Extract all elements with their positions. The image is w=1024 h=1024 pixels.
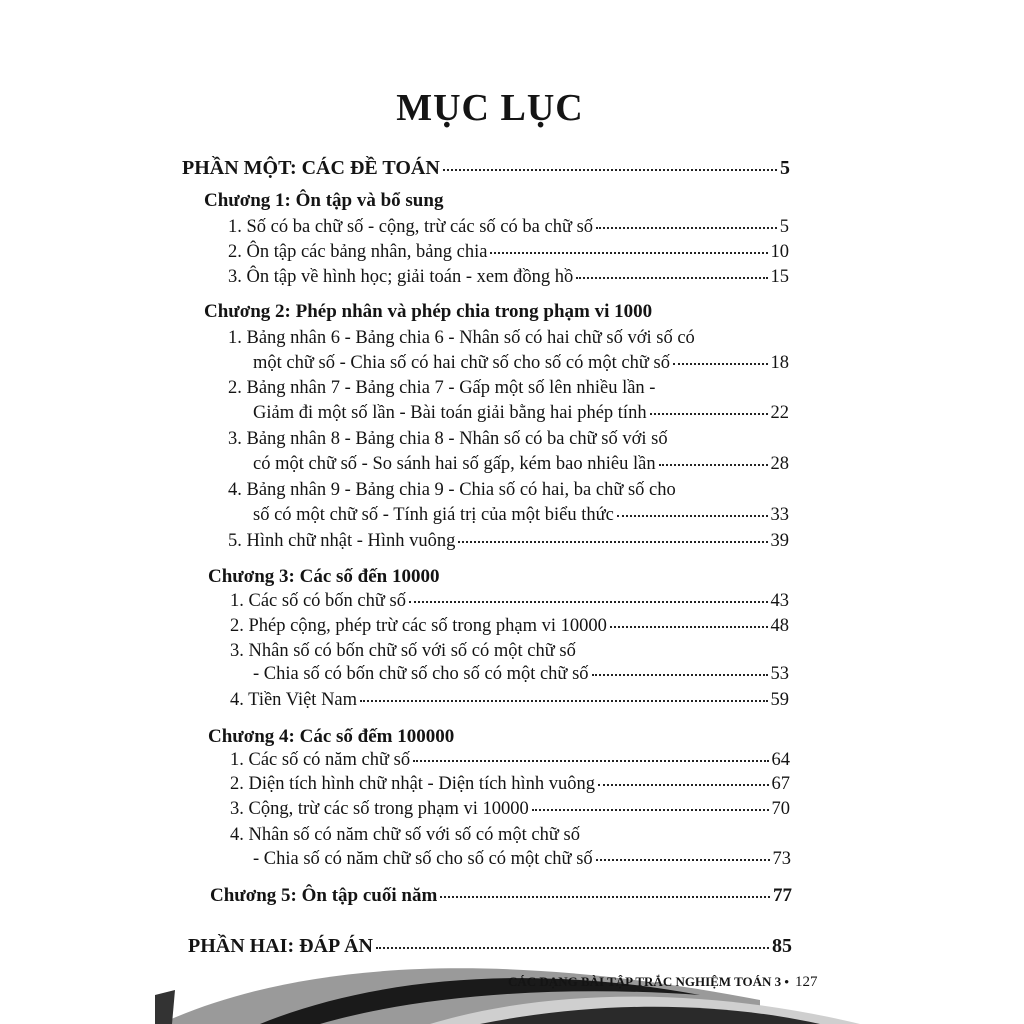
toc-entry [253,847,791,871]
toc-entry-text: có một chữ số - So sánh hai số gấp, kém bao nhiêu lần [253,454,656,474]
toc-entry [230,797,790,821]
dot-leader [650,412,768,415]
toc-entry-text: 3. Cộng, trừ các số trong phạm vi 10000 [230,799,529,819]
toc-part-one [182,156,790,180]
toc-entry-text: 4. Tiền Việt Nam [230,690,358,710]
dot-leader [458,540,767,543]
toc-entry [228,265,789,289]
dot-leader [576,276,767,279]
toc-page-number: 70 [771,799,790,819]
page-footer [508,974,817,991]
toc-entry-text: 1. Số có ba chữ số - cộng, trừ các số có ba chữ số [228,217,594,237]
toc-page-number: 85 [772,935,792,957]
toc-entry [228,240,789,264]
toc-entry-text: 3. Ôn tập về hình học; giải toán - xem đồng hồ [228,267,574,287]
toc-page-number: 15 [770,267,789,287]
toc-page-number: 48 [770,616,789,636]
toc-page-number: 5 [779,217,789,237]
toc-page-number: 39 [770,531,789,551]
chapter-4-title: Chương 4: Các số đếm 100000 [208,726,455,747]
dot-leader [592,673,768,676]
toc-page-number: 43 [770,591,789,611]
toc-page-number: 28 [770,454,789,474]
toc-entry [230,688,789,712]
dot-leader [598,783,768,786]
toc-page-number: 53 [770,664,789,684]
toc-entry [228,215,789,239]
chapter-5-title: Chương 5: Ôn tập cuối năm [210,885,438,906]
dot-leader [610,625,768,628]
toc-chapter-5 [210,884,792,908]
toc-entry-line1: 4. Nhân số có năm chữ số với số có một chữ số [230,825,580,845]
dot-leader [673,362,768,365]
toc-entry-text: - Chia số có năm chữ số cho số có một chữ số [253,849,593,869]
toc-page-number: 73 [772,849,791,869]
toc-page-number: 59 [770,690,789,710]
dot-leader [596,226,777,229]
dot-leader [409,600,768,603]
toc-page-number: 10 [770,242,789,262]
toc-page-number: 5 [780,157,790,179]
dot-leader [490,251,767,254]
toc-entry-text: 2. Ôn tập các bảng nhân, bảng chia [228,242,488,262]
toc-entry-text: Giảm đi một số lần - Bài toán giải bằng hai phép tính [253,403,647,423]
toc-entry-text: số có một chữ số - Tính giá trị của một biểu thức [253,505,614,525]
chapter-3-title: Chương 3: Các số đến 10000 [208,566,440,587]
toc-page-number: 64 [771,750,790,770]
dot-leader [413,759,768,762]
chapter-1-title: Chương 1: Ôn tập và bổ sung [204,190,444,211]
toc-entry [228,529,789,553]
toc-entry-line1: 4. Bảng nhân 9 - Bảng chia 9 - Chia số có hai, ba chữ số cho [228,480,676,500]
toc-page-number: 67 [771,774,790,794]
dot-leader [360,699,767,702]
chapter-2-title: Chương 2: Phép nhân và phép chia trong phạm vi 1000 [204,301,653,322]
toc-entry-line1: 2. Bảng nhân 7 - Bảng chia 7 - Gấp một số lên nhiều lần - [228,378,656,398]
toc-page-number: 18 [770,353,789,373]
toc-entry [253,662,789,686]
toc-page-number: 77 [773,885,792,906]
toc-entry-text: 1. Các số có năm chữ số [230,750,411,770]
toc-entry [230,748,790,772]
toc-part-two [188,934,792,958]
toc-entry [253,452,789,476]
toc-entry [230,614,789,638]
page-title: MỤC LỤC [396,87,584,129]
toc-entry-text: 2. Diện tích hình chữ nhật - Diện tích hình vuông [230,774,596,794]
footer-book-title: CÁC DẠNG BÀI TẬP TRẮC NGHIỆM TOÁN 3 • [508,974,789,989]
footer-page-number: 127 [794,974,818,990]
dot-leader [596,858,770,861]
toc-entry-text: - Chia số có bốn chữ số cho số có một chữ số [253,664,589,684]
toc-entry-line1: 3. Bảng nhân 8 - Bảng chia 8 - Nhân số có ba chữ số với số [228,429,668,449]
toc-entry-line1: 1. Bảng nhân 6 - Bảng chia 6 - Nhân số có hai chữ số với số có [228,328,695,348]
dot-leader [443,168,777,171]
dot-leader [440,895,770,898]
toc-part-label: PHẦN MỘT: CÁC ĐỀ TOÁN [182,157,440,179]
toc-entry [230,772,790,796]
dot-leader [659,463,768,466]
dot-leader [617,514,768,517]
toc-page-number: 33 [770,505,789,525]
toc-entry-text: 2. Phép cộng, phép trừ các số trong phạm vi 10000 [230,616,607,636]
toc-entry [230,589,789,613]
toc-entry-text: một chữ số - Chia số có hai chữ số cho số có một chữ số [253,353,670,373]
toc-entry [253,503,789,527]
toc-entry-text: 1. Các số có bốn chữ số [230,591,406,611]
toc-entry [253,351,789,375]
toc-entry-text: 5. Hình chữ nhật - Hình vuông [228,531,456,551]
dot-leader [376,946,769,949]
toc-part-label: PHẦN HAI: ĐÁP ÁN [188,935,373,957]
toc-entry-line1: 3. Nhân số có bốn chữ số với số có một chữ số [230,641,576,661]
toc-entry [253,401,789,425]
toc-page-number: 22 [770,403,789,423]
dot-leader [532,808,769,811]
